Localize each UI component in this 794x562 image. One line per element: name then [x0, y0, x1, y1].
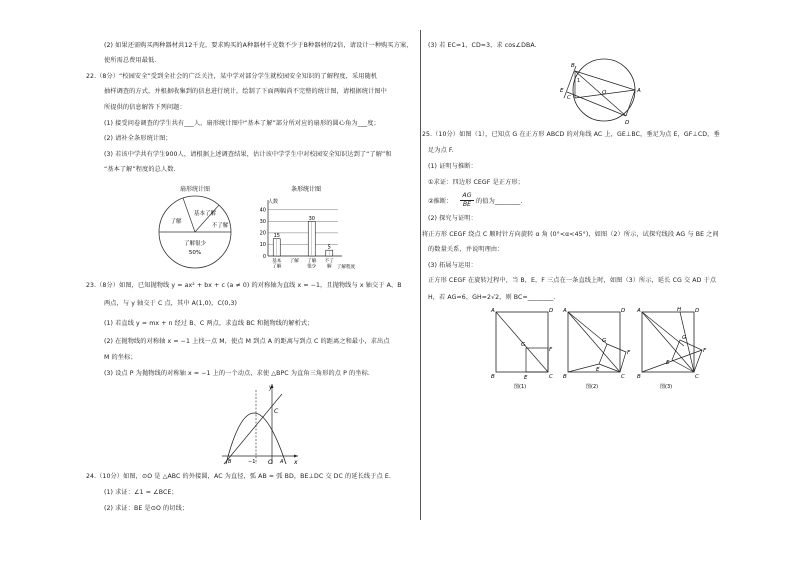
f3-label-h: H: [677, 307, 682, 313]
diag-ac-2: [568, 312, 620, 372]
chord-ad: [626, 90, 635, 116]
q22-line-2: 抽样调查的方式，并根据收集到的信息进行统计，绘制了下面两幅尚不完整的统计图，请根据统计图中: [104, 88, 387, 95]
bar-y-tick: 40: [259, 207, 266, 214]
q21-line-1: (2) 如果还需购买两种器材共12千克，要求购买的A种器材千克数不少于B种器材的2倍，请设计一种购买方案，: [104, 42, 413, 49]
pie-label-jiben: 基本了解: [193, 211, 217, 217]
q21-line-2: 使所需总费用最低.: [104, 57, 157, 64]
column-divider: [420, 30, 421, 520]
bar-value-label: 15: [273, 233, 280, 240]
bar-title: 条形统计图: [290, 186, 322, 193]
q25-h1b-post: 的值为________.: [476, 198, 523, 205]
bar-category-label: 不了: [324, 259, 334, 264]
label-b: B: [571, 63, 575, 69]
q23-sub-3: M 的坐标；: [104, 354, 137, 361]
f1-label-d: D: [549, 308, 554, 314]
f3-label-a: A: [637, 308, 641, 314]
q22-line-3: 所提供的信息解答下列问题：: [104, 104, 186, 111]
q25-h1a: ①求证：四边形 CEGF 是正方形；: [428, 179, 524, 186]
q25-h1: (1) 证明与推断：: [428, 163, 477, 170]
f1-label-a: A: [491, 308, 495, 314]
f3-label-c: C: [695, 374, 699, 380]
bar-y-tick: 0: [262, 253, 266, 260]
label-e: E: [560, 88, 564, 94]
q25-h3a: 正方形 CEGF 在旋转过程中，当 B，E，F 三点在一条直线上时，如图（3）所示，延长 CG 交 AD 于点: [428, 277, 717, 284]
f2-label-d: D: [621, 308, 626, 314]
chord-bd: [575, 71, 626, 116]
label-b: B: [228, 459, 232, 465]
f1-label-g: G: [521, 342, 526, 348]
f3-label-b: B: [637, 374, 641, 380]
line-ed: [567, 92, 626, 116]
bar-category-label: 基本: [272, 259, 282, 264]
f2-caption: 图(2): [586, 384, 599, 390]
bar-y-tick: 30: [259, 219, 266, 226]
x-axis-arrow-icon: [294, 455, 298, 458]
label-c: C: [567, 95, 571, 101]
q23-line-2: 两点，与 y 轴交于 C 点，其中 A(1,0)，C(0,3): [104, 300, 238, 307]
bar-chart: [250, 182, 360, 274]
square-cegf-2: [599, 344, 626, 372]
pie-title: 扇形统计图: [179, 186, 211, 193]
pie-label-liaojie: 了解: [170, 219, 182, 225]
q25-h2a: 将正方形 CEGF 绕点 C 顺时针方向旋转 α 角 (0°<α<45°)，如图（2）所示，试探究线段 AG 与 BE 之间: [422, 231, 719, 238]
label-d: D: [625, 120, 630, 126]
f3-label-g: G: [682, 335, 687, 341]
figure-3: [636, 307, 707, 390]
pie-chart: [150, 182, 240, 272]
q22-sub-1: (1) 接受问卷调查的学生共有___人，扇形统计图中“基本了解”部分所对应的扇形的圆心角为___度；: [104, 120, 380, 127]
q23-sub-4: (3) 设点 P 为抛物线的对称轴 x = −1 上的一个动点，求使 △BPC 为直角三角形的点 P 的坐标.: [104, 370, 370, 377]
q25-h2: (2) 探究与证明：: [428, 215, 477, 222]
q25-h3: (3) 拓展与运用：: [428, 262, 477, 269]
figure-1: [490, 308, 553, 390]
pie-label-henshao: 了解很少: [183, 241, 207, 247]
parabola-figure: [220, 380, 300, 466]
bar-category-label: 了解: [289, 259, 299, 264]
f1-label-f: F: [549, 347, 553, 353]
f2-label-b: B: [563, 374, 567, 380]
bar-category-label: 很少: [307, 264, 317, 270]
f2-label-g: G: [602, 338, 607, 344]
q23-line-1: 23.（8分）如图，已知抛物线 y = ax² + bx + c (a ≠ 0) 的对称轴为直线 x = −1，且抛物线与 x 轴交于 A、B: [86, 282, 402, 289]
bar-category-label: 了解: [272, 264, 282, 270]
line-ch-3: [680, 312, 694, 372]
label-neg1: −1: [248, 459, 256, 465]
q24-sub-2: (2) 求证：BE 是⊙O 的切线；: [104, 505, 189, 512]
circle-figure: [558, 56, 650, 128]
q22-line-1: 22.（8分）“校园安全”受到全社会的广泛关注，某中学对部分学生就校园安全知识的了解程度，采用随机: [86, 73, 378, 80]
bar-value-label: 5: [327, 244, 331, 251]
label-o: O: [602, 90, 607, 96]
q25-line-1: 25.（10分）如图（1），已知点 G 在正方形 ABCD 的对角线 AC 上，GE⊥BC，垂足为点 E，GF⊥CD，垂: [422, 131, 720, 138]
bar-category-label: 了解: [307, 259, 317, 264]
f2-label-e: E: [596, 367, 600, 373]
q25-h2b: 的数量关系，并说明理由：: [428, 246, 504, 253]
f2-label-a: A: [563, 308, 567, 314]
square-figures: [488, 306, 716, 392]
square-cegf-3: [672, 340, 702, 372]
q24-sub-1: (1) 求证：∠1 = ∠BCE；: [104, 489, 178, 496]
bar-xlabel: 了解程度: [336, 265, 356, 270]
q22-sub-4: “基本了解”程度的总人数.: [104, 166, 176, 173]
bar-y-tick: 10: [259, 242, 266, 249]
parabola-curve: [226, 413, 286, 464]
q23-sub-1: (1) 若直线 y = mx + n 经过 B、C 两点，求直线 BC 和抛物线的解析式；: [104, 320, 314, 327]
label-x: x: [294, 459, 298, 466]
q25-h3b: H，若 AG=6，GH=2√2，则 BC=________.: [428, 294, 556, 301]
q24-line-1: 24.（10分）如图，⊙O 是 △ABC 的外接圆，AC 为直径，弧 AB = 弧 BD，BE⊥DC 交 DC 的延长线于点 E.: [86, 473, 391, 480]
line-ag-3: [642, 312, 687, 346]
pie-label-buliaojie: 不了解: [211, 223, 229, 229]
q24-sub-3: (3) 若 EC=1，CD=3，求 cos∠DBA.: [428, 42, 537, 49]
q23-sub-2: (2) 在抛物线的对称轴 x = −1 上找一点 M，使点 M 到点 A 的距离与到点 C 的距离之和最小，求出点: [104, 338, 390, 345]
chord-ba: [575, 71, 635, 90]
f1-label-b: B: [491, 374, 495, 380]
fraction-numerator: AG: [460, 192, 474, 201]
f3-label-f: F: [703, 348, 707, 354]
label-angle-1: 1: [577, 78, 581, 84]
pie-label-pct: 50%: [188, 250, 202, 256]
bar-category-label: 解: [326, 264, 332, 270]
f1-label-e: E: [524, 375, 528, 381]
q25-h1b-pre: ②推断：: [428, 198, 453, 205]
line-bc: [224, 394, 282, 464]
label-c: C: [274, 408, 279, 415]
f1-label-c: C: [549, 374, 553, 380]
f2-label-c: C: [621, 374, 625, 380]
f3-label-d: D: [695, 308, 700, 314]
figure-2: [562, 308, 631, 390]
q22-sub-3: (3) 若该中学共有学生900人，请根据上述调查结果，估计该中学学生中对校园安全知识达到了“了解”和: [104, 151, 392, 158]
label-o: O: [268, 459, 273, 466]
f3-label-e: E: [666, 360, 670, 366]
fraction-denominator: BE: [462, 201, 472, 208]
q22-sub-2: (2) 请补全条形统计图；: [104, 135, 172, 142]
f2-label-f: F: [627, 350, 631, 356]
label-y: y: [269, 384, 273, 391]
bar-y-tick: 20: [259, 230, 266, 237]
label-a: A: [637, 88, 641, 94]
bar-value-label: 30: [308, 215, 315, 222]
q25-line-2: 足为点 F.: [428, 147, 454, 154]
bar-ylabel: 人数: [268, 199, 279, 205]
f1-caption: 图(1): [514, 384, 527, 390]
label-a: A: [280, 459, 284, 465]
line-be-2: [568, 364, 599, 372]
f3-caption: 图(3): [660, 384, 673, 390]
